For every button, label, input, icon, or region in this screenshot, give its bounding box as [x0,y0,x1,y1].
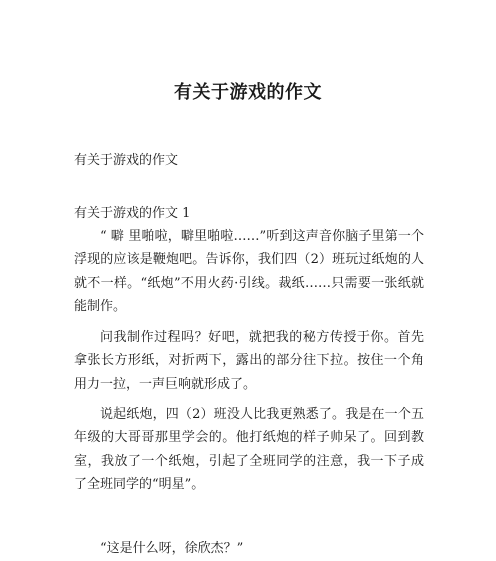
paragraph-2: 问我制作过程吗？好吧，就把我的秘方传授于你。首先拿张长方形纸，对折两下，露出的部分往下拉。按住一个角用力一拉，一声巨响就形成了。 [74,330,424,392]
paragraph-1: “ 噼 里啪啦，噼里啪啦……”听到这声音你脑子里第一个浮现的应该是鞭炮吧。告诉你，我们四（2）班玩过纸炮的人就不一样。“纸炮”不用火药·引线。裁纸……只需要一张纸就能制作。 [74,229,424,314]
section-heading: 有关于游戏的作文 1 [74,206,191,221]
document-subtitle: 有关于游戏的作文 [74,153,179,168]
document-title: 有关于游戏的作文 [174,82,322,103]
paragraph-4: “这是什么呀，徐欣杰？” [100,541,244,556]
paragraph-3: 说起纸炮，四（2）班没人比我更熟悉了。我是在一个五年级的大哥哥那里学会的。他打纸炮的样子帅呆了。回到教室，我放了一个纸炮，引起了全班同学的注意，我一下子成了全班同学的“明星”。 [74,407,424,492]
